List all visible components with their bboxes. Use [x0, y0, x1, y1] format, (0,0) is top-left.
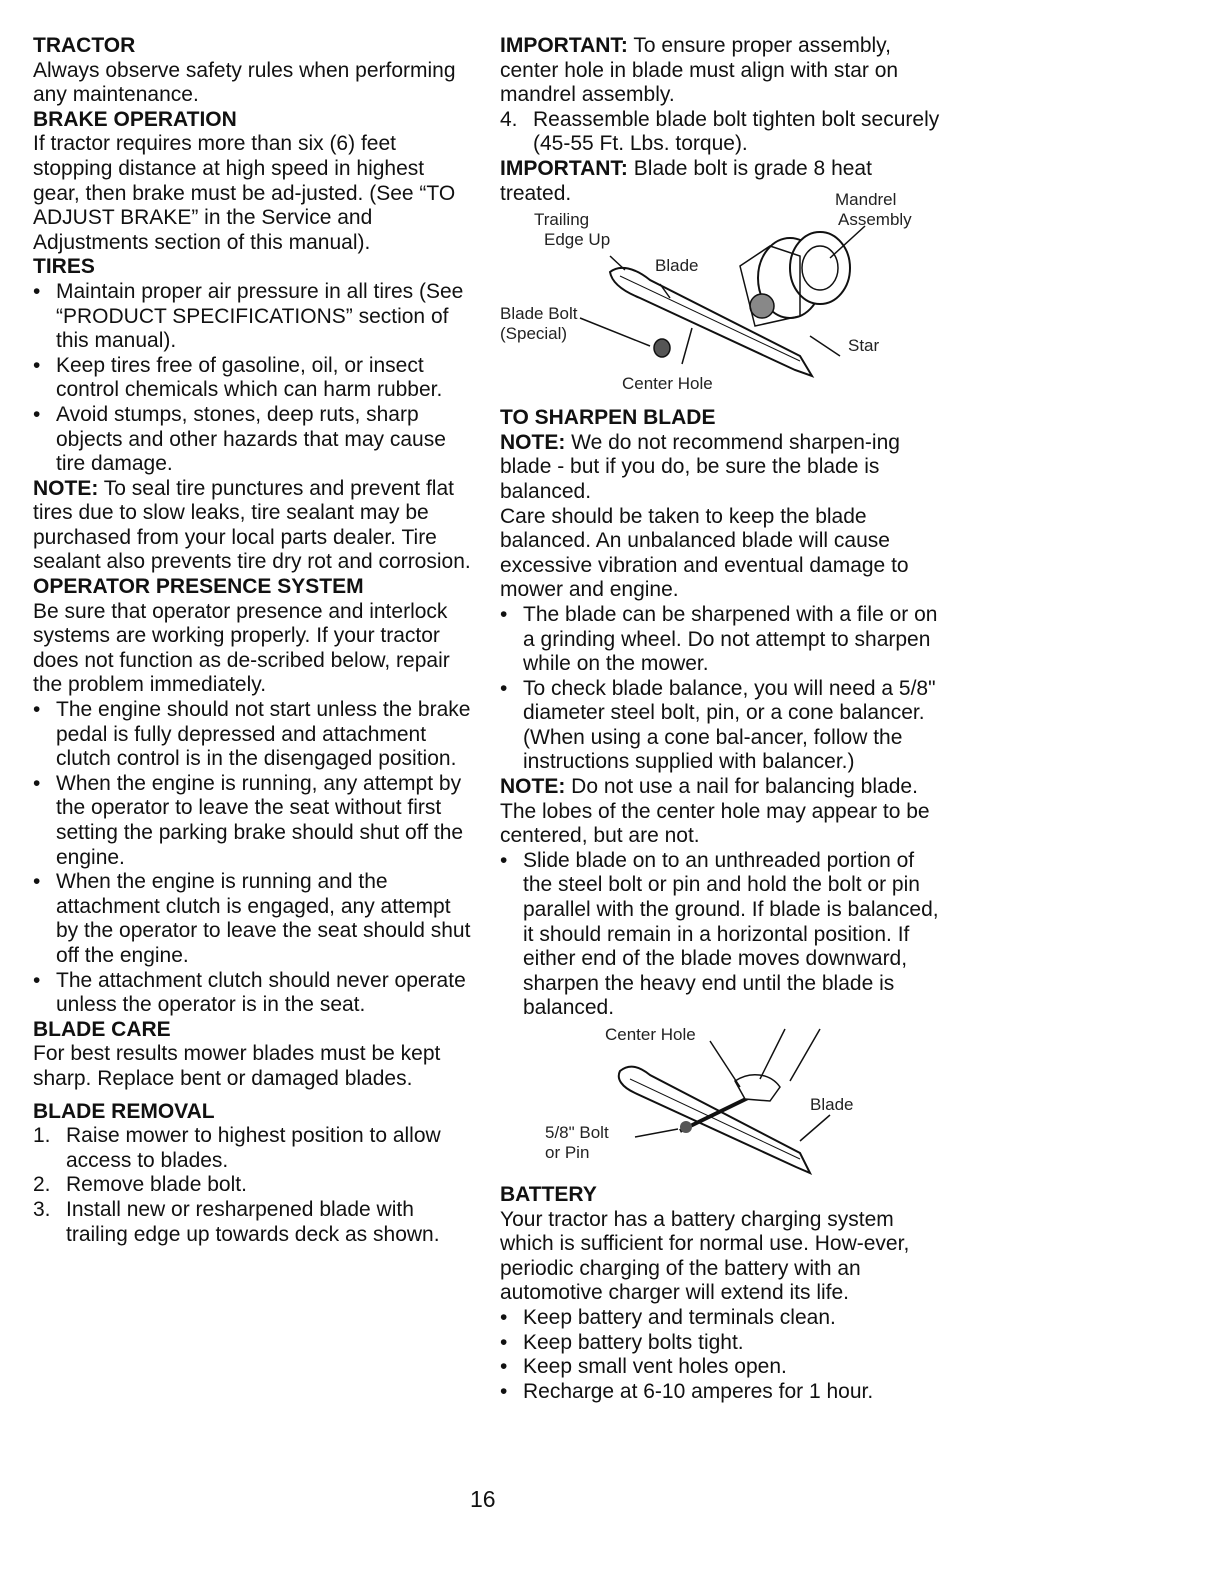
brake-operation-heading: BRAKE OPERATION	[33, 107, 237, 131]
center-hole-label: Center Hole	[605, 1025, 696, 1044]
blade-label: Blade	[655, 256, 699, 276]
tractor-text: Always observe safety rules when performing any maintenance.	[33, 58, 456, 107]
assembly-label: Assembly	[838, 210, 912, 230]
balance-note: NOTE: Do not use a nail for balancing blade. The lobes of the center hole may appear to be centered, but are not.	[500, 775, 930, 848]
slide-list	[500, 849, 940, 1021]
battery-text: Your tractor has a battery charging system which is sufficient for normal use. How-ever, periodic charging of the battery with an automotive charger will extend its life.	[500, 1207, 910, 1305]
or-pin-label: or Pin	[545, 1143, 590, 1162]
list-item: • The attachment clutch should never operate unless the operator is in the seat.	[33, 969, 473, 1018]
tires-note	[33, 477, 473, 575]
list-item: • Keep battery bolts tight.	[500, 1331, 940, 1356]
tractor-heading: TRACTOR	[33, 34, 136, 57]
trailing-label: Trailing	[534, 210, 590, 230]
bolt-label: 5/8" Bolt	[545, 1123, 609, 1142]
right-column	[500, 34, 940, 1404]
list-item: 4. Reassemble blade bolt tighten bolt securely (45-55 Ft. Lbs. torque).	[500, 107, 940, 156]
left-column	[33, 34, 473, 1247]
list-item: • The engine should not start unless the brake pedal is fully depressed and attachment clutch control is in the disengaged position.	[33, 698, 473, 772]
special-label: (Special)	[500, 324, 568, 344]
blade-removal-steps	[33, 1124, 473, 1247]
note-label: NOTE:	[33, 476, 99, 500]
operator-presence-text: Be sure that operator presence and interlock systems are working properly. If your tractor does not function as de-scribed below, repair the problem immediately.	[33, 599, 450, 697]
operator-presence-heading: OPERATOR PRESENCE SYSTEM	[33, 575, 364, 599]
list-item: 2. Remove blade bolt.	[33, 1173, 247, 1197]
page-number: 16	[470, 1486, 496, 1512]
edge-up-label: Edge Up	[544, 230, 611, 250]
battery-heading: BATTERY	[500, 1183, 597, 1206]
blade-care-heading: BLADE CARE	[33, 1017, 171, 1041]
important-assembly: IMPORTANT: To ensure proper assembly, center hole in blade must align with star on mandrel assembly.	[500, 34, 899, 107]
list-item: • Keep tires free of gasoline, oil, or insect control chemicals which can harm rubber.	[33, 354, 473, 403]
list-item: • Keep battery and terminals clean.	[500, 1306, 940, 1331]
list-item: 3. Install new or resharpened blade with trailing edge up towards deck as shown.	[33, 1197, 440, 1246]
important-grade: IMPORTANT: Blade bolt is grade 8 heat treated.	[500, 156, 872, 205]
list-item: • The blade can be sharpened with a file or on a grinding wheel. Do not attempt to sharpen while on the mower.	[500, 603, 940, 677]
list-item: • Keep small vent holes open.	[500, 1355, 940, 1380]
note-text: To seal tire punctures and prevent flat tires due to slow leaks, tire sealant may be purchased from your local parts dealer. Tire sealant also prevents tire dry rot and corrosion.	[33, 476, 471, 574]
operator-presence-list	[33, 698, 473, 1018]
sharpen-note: NOTE: We do not recommend sharpen-ing blade - but if you do, be sure the blade is balanced.	[500, 430, 900, 503]
center-hole-label: Center Hole	[622, 374, 713, 394]
tires-heading: TIRES	[33, 255, 95, 279]
blade-bolt-label: Blade Bolt	[500, 304, 578, 324]
list-item: 1. Raise mower to highest position to allow access to blades.	[33, 1124, 441, 1172]
list-item: • Avoid stumps, stones, deep ruts, sharp objects and other hazards that may cause tire damage.	[33, 403, 473, 477]
blade-balance-figure	[500, 1021, 940, 1183]
sharpen-heading: TO SHARPEN BLADE	[500, 406, 716, 430]
care-text: Care should be taken to keep the blade balanced. An unbalanced blade will cause excessive vibration and eventual damage to mower and engine.	[500, 504, 909, 602]
blade-assembly-figure	[500, 190, 940, 406]
list-item: • Recharge at 6-10 amperes for 1 hour.	[500, 1380, 940, 1405]
blade-label: Blade	[810, 1095, 854, 1114]
star-label: Star	[848, 336, 880, 356]
reassemble-step	[500, 108, 940, 157]
mandrel-label: Mandrel	[835, 190, 897, 210]
sharpen-list	[500, 603, 940, 775]
blade-removal-heading: BLADE REMOVAL	[33, 1099, 215, 1123]
list-item: • Maintain proper air pressure in all tires (See “PRODUCT SPECIFICATIONS” section of this manual).	[33, 280, 473, 354]
list-item: • Slide blade on to an unthreaded portion of the steel bolt or pin and hold the bolt or pin parallel with the ground. If blade is balanced, it should remain in a horizontal position. If either end of the blade moves downward, sharpen the heavy end until the blade is balanced.	[500, 849, 940, 1021]
brake-operation-text: If tractor requires more than six (6) feet stopping distance at high speed in highest gear, then brake must be ad-justed. (See “TO ADJUST BRAKE” in the Service and Adjustments section of this manual).	[33, 132, 456, 254]
list-item: • To check blade balance, you will need a 5/8" diameter steel bolt, pin, or a cone balancer. (When using a cone bal-ancer, follow the instructions supplied with balancer.)	[500, 677, 940, 775]
blade-care-text: For best results mower blades must be kept sharp. Replace bent or damaged blades.	[33, 1042, 441, 1090]
tires-list	[33, 280, 473, 477]
list-item: • When the engine is running, any attempt by the operator to leave the seat without first setting the parking brake should shut off the engine.	[33, 772, 473, 870]
battery-list	[500, 1306, 940, 1404]
list-item: • When the engine is running and the attachment clutch is engaged, any attempt by the operator to leave the seat should shut off the engine.	[33, 870, 473, 968]
